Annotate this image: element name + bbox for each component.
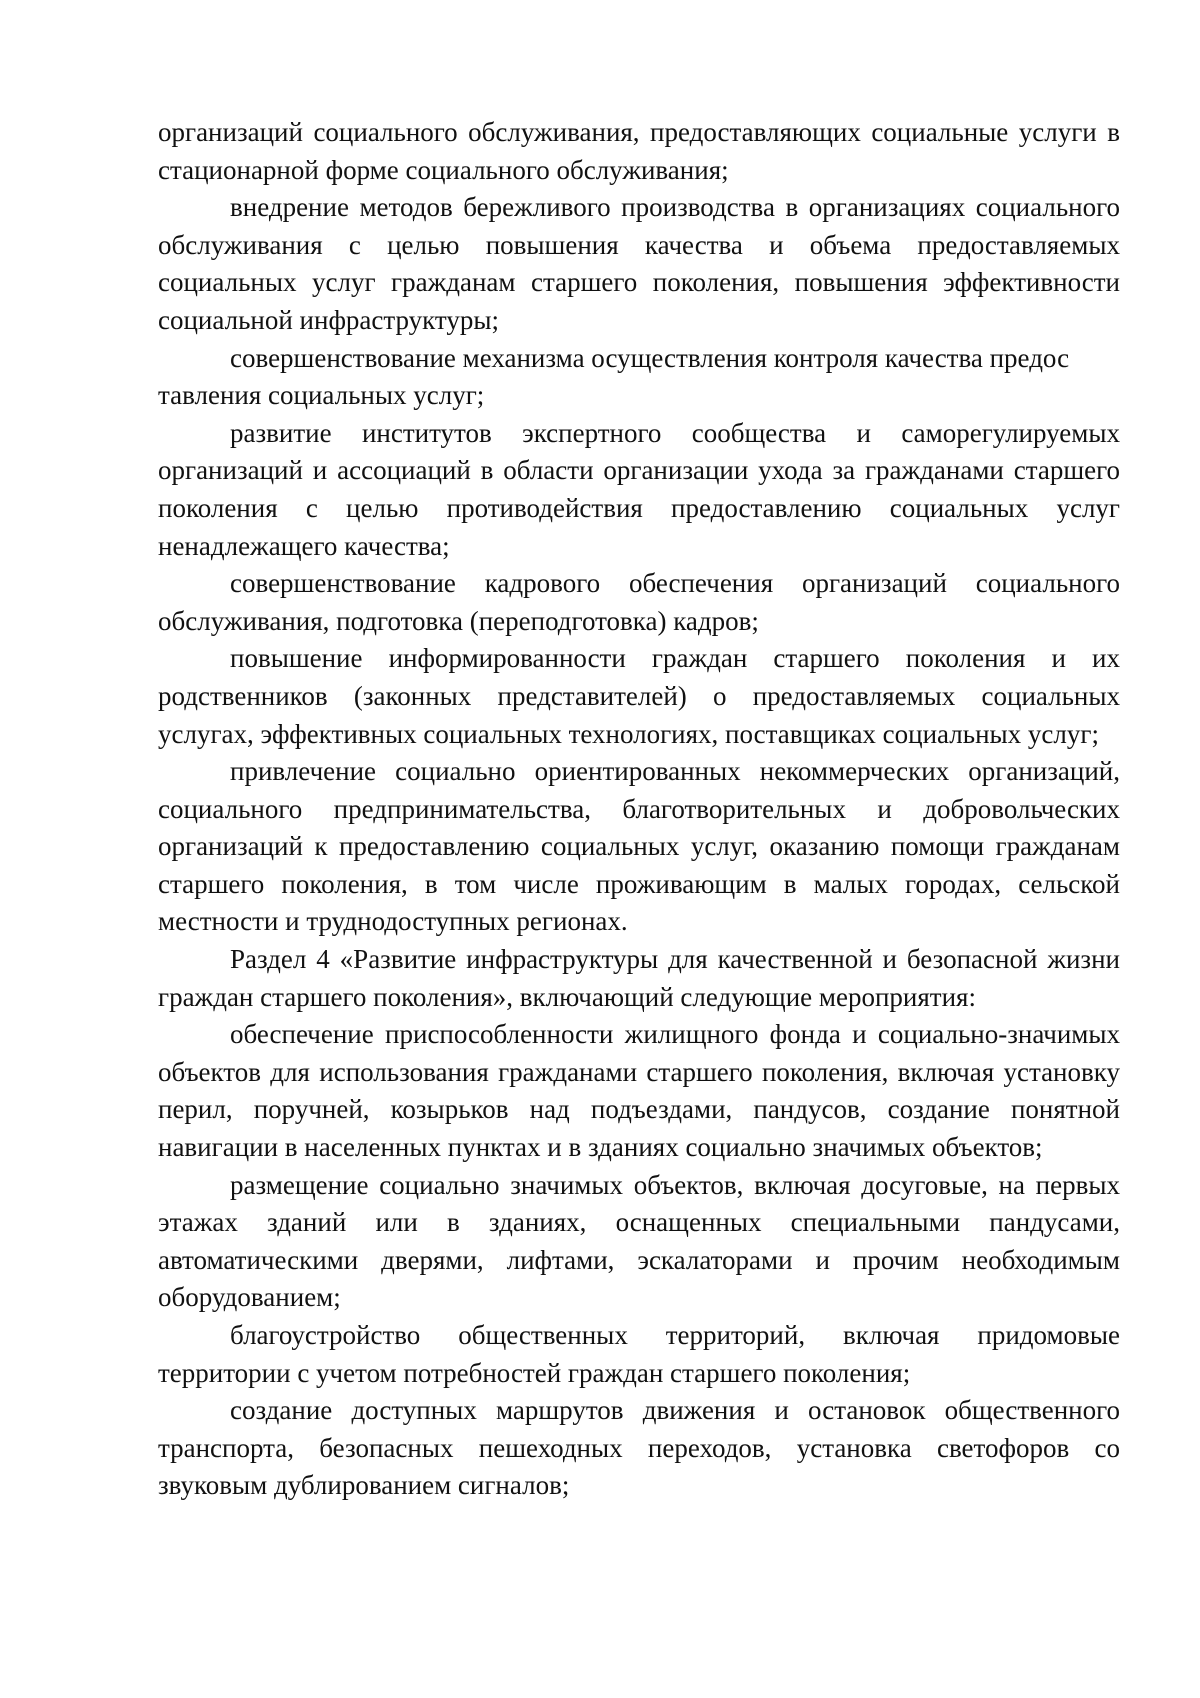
paragraph-12: создание доступных маршрутов движения и остановок общественного транспорта, безопасных пешеходных переходов, установка светофоров со звуковым дублированием сигналов;	[158, 1395, 1120, 1501]
paragraph-11: благоустройство общественных территорий, включая придомовые территории с учетом потребностей граждан старшего поколения;	[158, 1320, 1120, 1388]
paragraph-6: повышение информированности граждан старшего поколения и их родственников (законных представителей) о предоставляемых социальных услугах, эффективных социальных технологиях, поставщиках социальных услуг;	[158, 643, 1120, 749]
paragraph-1: организаций социального обслуживания, предоставляющих социальные услуги в стационарной форме социального обслуживания;	[158, 117, 1120, 185]
paragraph-4: развитие институтов экспертного сообщества и саморегулируемых организаций и ассоциаций в области организации ухода за гражданами старшего поколения с целью противодействия предоставлению социальных услуг ненадлежащего качества;	[158, 417, 1120, 561]
paragraph-3: совершенствование механизма осуществления контроля качества предос тавления социальных услуг;	[158, 342, 1070, 411]
paragraph-8: Раздел 4 «Развитие инфраструктуры для качественной и безопасной жизни граждан старшего поколения», включающий следующие мероприятия:	[158, 944, 1120, 1012]
document-page	[158, 114, 1120, 1505]
paragraph-7: привлечение социально ориентированных некоммерческих организаций, социального предпринимательства, благотворительных и добровольческих организаций к предоставлению социальных услуг, оказанию помощи гражданам старшего поколения, в том числе проживающим в малых городах, сельской местности и труднодоступных регионах.	[158, 756, 1120, 937]
paragraph-10: размещение социально значимых объектов, включая досуговые, на первых этажах зданий или в зданиях, оснащенных специальными пандусами, автоматическими дверями, лифтами, эскалаторами и прочим необходимым оборудованием;	[158, 1169, 1120, 1313]
paragraph-2: внедрение методов бережливого производства в организациях социального обслуживания с целью повышения качества и объема предоставляемых социальных услуг гражданам старшего поколения, повышения эффективности социальной инфраструктуры;	[158, 192, 1120, 335]
paragraph-5: совершенствование кадрового обеспечения организаций социального обслуживания, подготовка (переподготовка) кадров;	[158, 568, 1120, 636]
paragraph-9: обеспечение приспособленности жилищного фонда и социально-значимых объектов для использования гражданами старшего поколения, включая установку перил, поручней, козырьков над подъездами, пандусов, создание понятной навигации в населенных пунктах и в зданиях социально значимых объектов;	[158, 1019, 1120, 1163]
